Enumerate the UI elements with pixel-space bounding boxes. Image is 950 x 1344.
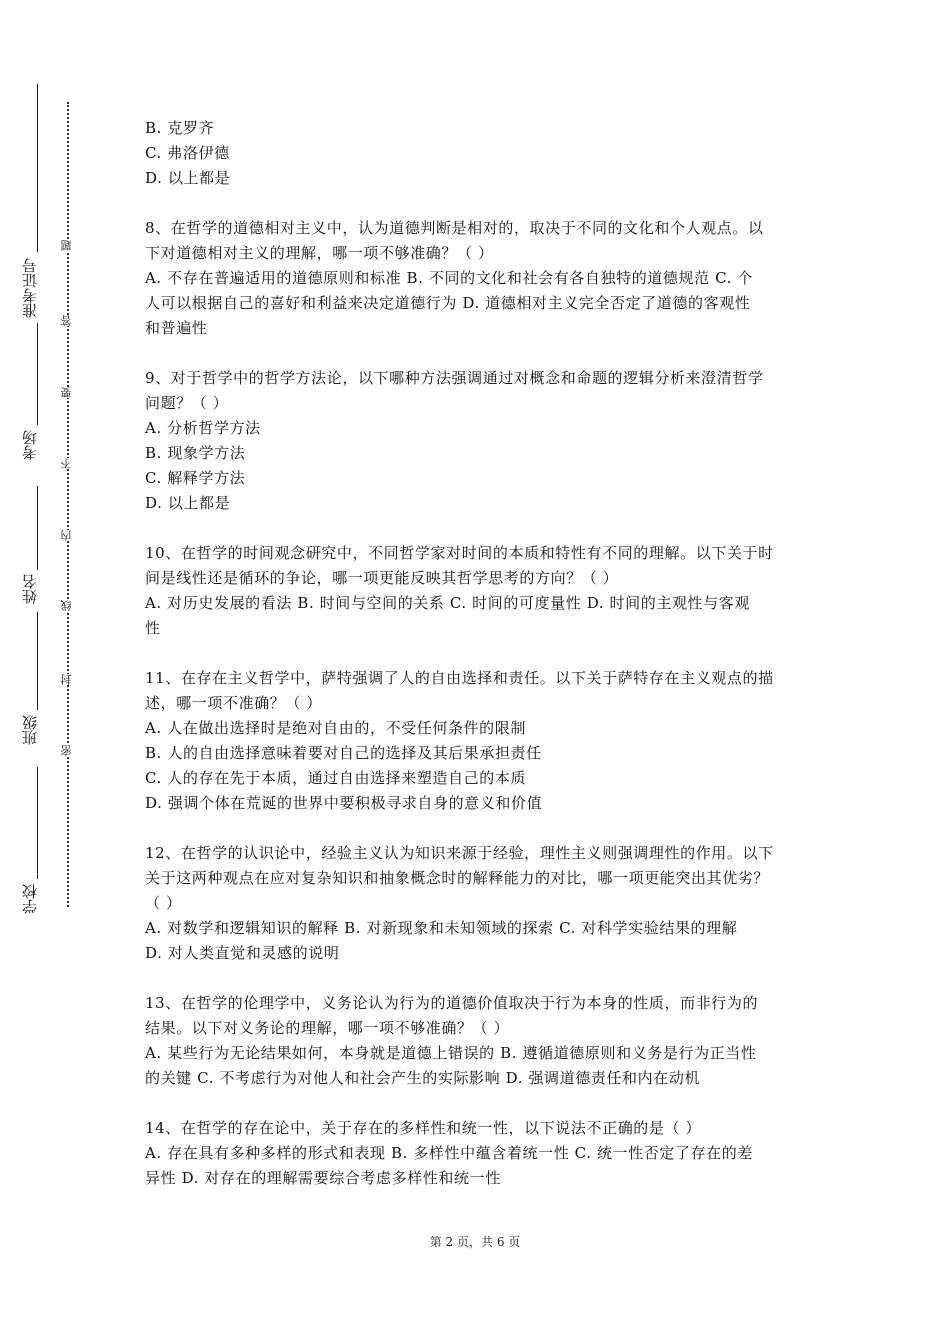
option-line: D. 强调个体在荒诞的世界中要积极寻求自身的意义和价值 — [145, 794, 543, 812]
seal-char-ti: 题 — [60, 240, 73, 251]
exam-content — [145, 116, 810, 1191]
question-text-line: 13、在哲学的伦理学中，义务论认为行为的道德价值取决于行为本身的性质，而非行为的 — [145, 994, 759, 1012]
question-text-line: 人可以根据自己的喜好和利益来决定道德行为 D. 道德相对主义完全否定了道德的客观性 — [145, 294, 751, 312]
question-text-line: 间是线性还是循环的争论，哪一项更能反映其哲学思考的方向？（ ） — [145, 569, 619, 587]
carry-over-options — [145, 116, 810, 191]
margin-line-admission-number — [37, 84, 38, 252]
question-14 — [145, 1116, 810, 1191]
option-line: 的关键 C. 不考虑行为对他人和社会产生的实际影响 D. 强调道德责任和内在动机 — [145, 1069, 701, 1087]
seal-char-bu: 不 — [60, 458, 73, 469]
margin-line-school — [37, 767, 38, 879]
option-line: B. 人的自由选择意味着要对自己的选择及其后果承担责任 — [145, 744, 542, 762]
question-text-line: A. 对历史发展的看法 B. 时间与空间的关系 C. 时间的可度量性 D. 时间的主观性与客观 — [145, 594, 750, 612]
margin-field-school: 学校 — [21, 884, 39, 914]
seal-char-da: 答 — [60, 315, 73, 326]
question-12 — [145, 841, 810, 966]
seal-char-nei: 内 — [60, 530, 73, 541]
option-line: C. 人的存在先于本质，通过自由选择来塑造自己的本质 — [145, 769, 527, 787]
question-text-line: 关于这两种观点在应对复杂知识和抽象概念时的解释能力的对比，哪一项更能突出其优劣？ — [145, 869, 770, 887]
question-10 — [145, 541, 810, 641]
question-13 — [145, 991, 810, 1091]
question-9 — [145, 366, 810, 516]
question-text-line: 12、在哲学的认识论中，经验主义认为知识来源于经验，理性主义则强调理性的作用。以下 — [145, 844, 774, 862]
margin-field-admission-number: 准考证号 — [21, 258, 39, 318]
seal-char-yao: 要 — [60, 387, 73, 398]
question-11 — [145, 666, 810, 816]
option-line: 异性 D. 对存在的理解需要综合考虑多样性和统一性 — [145, 1169, 501, 1187]
option-line: A. 存在具有多种多样的形式和表现 B. 多样性中蕴含着统一性 C. 统一性否定了存在的差 — [145, 1144, 753, 1162]
seal-char-feng: 封 — [60, 674, 73, 685]
seal-dotted-line — [67, 102, 69, 907]
seal-char-mi: 密 — [60, 745, 73, 756]
margin-field-name: 姓名 — [21, 574, 39, 604]
seal-char-xian: 线 — [60, 600, 73, 611]
option-line: A. 分析哲学方法 — [145, 419, 261, 437]
question-text-line: 性 — [145, 619, 161, 637]
option-line: D. 以上都是 — [145, 494, 231, 512]
question-text-line: （ ） — [145, 894, 182, 912]
option-line: C. 弗洛伊德 — [145, 144, 230, 162]
option-line: A. 对数学和逻辑知识的解释 B. 对新现象和未知领域的探索 C. 对科学实验结果的理解 — [145, 919, 738, 937]
option-line: B. 克罗齐 — [145, 119, 215, 137]
margin-line-name — [37, 486, 38, 570]
option-line: D. 对人类直觉和灵感的说明 — [145, 944, 340, 962]
option-line: A. 某些行为无论结果如何，本身就是道德上错误的 B. 遵循道德原则和义务是行为正当性 — [145, 1044, 757, 1062]
question-text-line: 8、在哲学的道德相对主义中，认为道德判断是相对的，取决于不同的文化和个人观点。以 — [145, 219, 764, 237]
question-text-line: 14、在哲学的存在论中，关于存在的多样性和统一性，以下说法不正确的是（ ） — [145, 1119, 702, 1137]
page-footer: 第 2 页，共 6 页 — [429, 1235, 521, 1249]
option-line: A. 人在做出选择时是绝对自由的，不受任何条件的限制 — [145, 719, 526, 737]
question-text-line: 10、在哲学的时间观念研究中，不同哲学家对时间的本质和特性有不同的理解。以下关于时 — [145, 544, 774, 562]
question-text-line: 和普遍性 — [145, 319, 208, 337]
question-text-line: 9、对于哲学中的哲学方法论，以下哪种方法强调通过对概念和命题的逻辑分析来澄清哲学 — [145, 369, 764, 387]
question-text-line: 11、在存在主义哲学中，萨特强调了人的自由选择和责任。以下关于萨特存在主义观点的描 — [145, 669, 774, 687]
margin-line-exam-room — [37, 323, 38, 425]
question-8 — [145, 216, 810, 341]
question-text-line: 问题？（ ） — [145, 394, 229, 412]
margin-field-class: 班级 — [21, 715, 39, 745]
question-text-line: 结果。以下对义务论的理解，哪一项不够准确？（ ） — [145, 1019, 510, 1037]
margin-field-exam-room: 考场 — [21, 430, 39, 460]
question-text-line: 下对道德相对主义的理解，哪一项不够准确？（ ） — [145, 244, 494, 262]
question-text-line: A. 不存在普遍适用的道德原则和标准 B. 不同的文化和社会有各自独特的道德规范 C. 个 — [145, 269, 753, 287]
option-line: B. 现象学方法 — [145, 444, 246, 462]
option-line: C. 解释学方法 — [145, 469, 246, 487]
option-line: D. 以上都是 — [145, 169, 231, 187]
question-text-line: 述，哪一项不准确？（ ） — [145, 694, 322, 712]
margin-line-class — [37, 612, 38, 710]
